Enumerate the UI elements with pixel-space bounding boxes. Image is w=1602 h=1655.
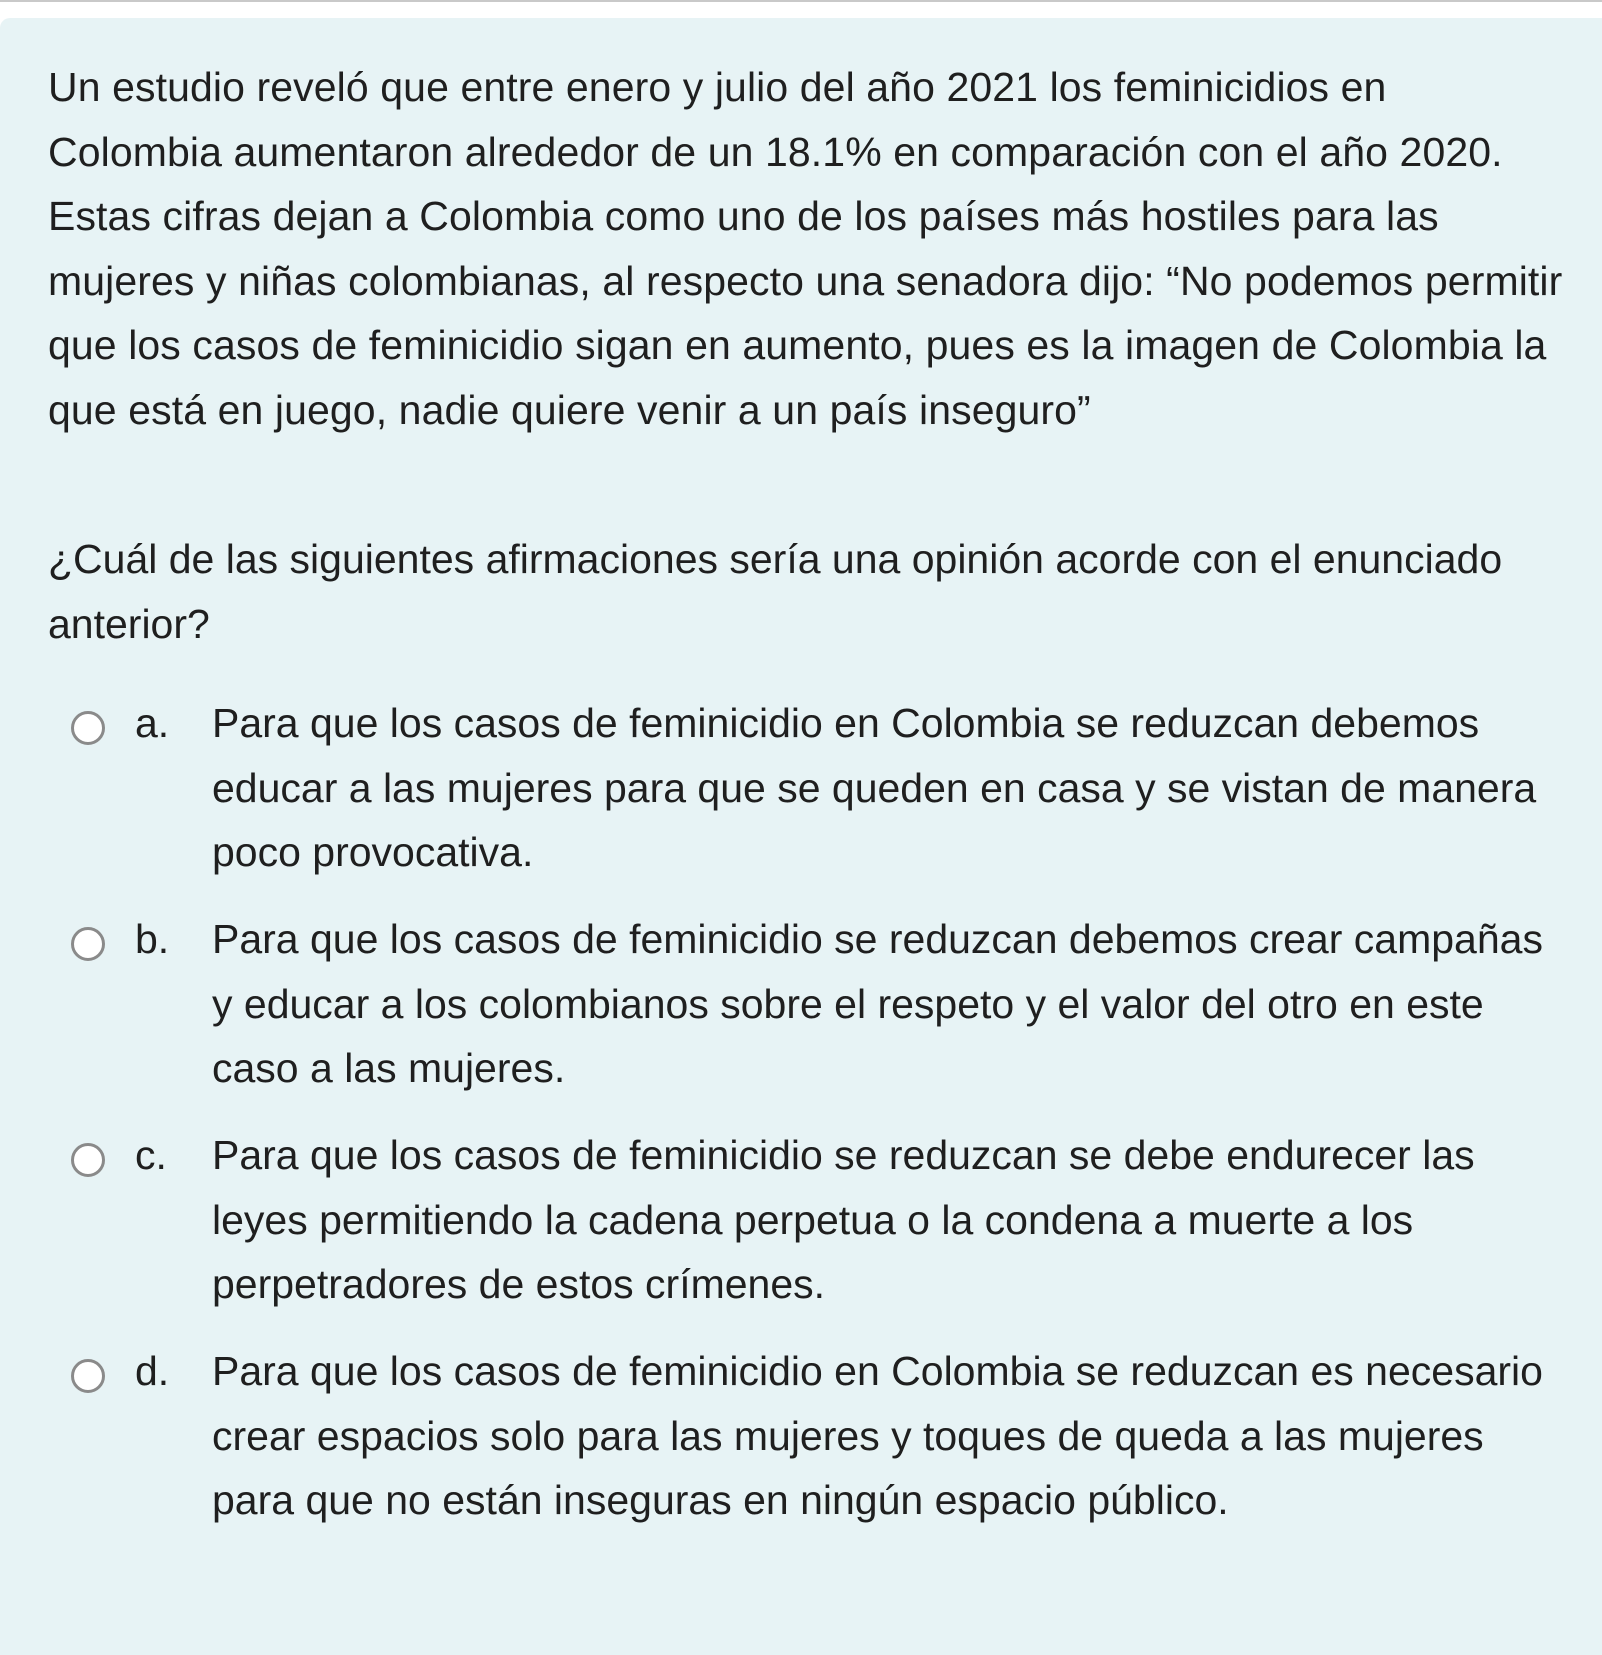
option-d[interactable] [0,1339,1602,1539]
option-letter: d. [135,1348,170,1394]
question-stem: Un estudio reveló que entre enero y julio del año 2021 los feminicidios en Colombia aumentaron alrededor de un 18.1% en comparación con el año 2020. Estas cifras dejan a Colombia como uno de los países más hostiles para las mujeres y niñas colombianas, al respecto una senadora dijo: “No podemos permitir que los casos de feminicidio sigan en aumento, pues es la imagen de Colombia la que está en juego, nadie quiere venir a un país inseguro” [48,64,1563,433]
option-text[interactable]: Para que los casos de feminicidio en Colombia se reduzcan debemos educar a las mujeres para que se queden en casa y se vistan de manera poco provocativa. [212,700,1537,875]
option-letter: c. [135,1132,167,1178]
top-divider [0,0,1602,2]
question-card [0,18,1602,1655]
option-text[interactable]: Para que los casos de feminicidio en Colombia se reduzcan es necesario crear espacios solo para las mujeres y toques de queda a las mujeres para que no están inseguras en ningún espacio público. [212,1348,1543,1523]
option-letter: a. [135,700,170,746]
option-c[interactable] [0,1123,1602,1323]
question-prompt: ¿Cuál de las siguientes afirmaciones sería una opinión acorde con el enunciado anterior? [48,536,1503,647]
option-a[interactable] [0,691,1602,891]
radio-button-icon[interactable] [71,1143,105,1177]
answer-options [0,18,1602,1655]
radio-button-icon[interactable] [71,927,105,961]
radio-button-icon[interactable] [71,711,105,745]
option-text[interactable]: Para que los casos de feminicidio se reduzcan se debe endurecer las leyes permitiendo la cadena perpetua o la condena a muerte a los perpetradores de estos crímenes. [212,1132,1475,1307]
option-text[interactable]: Para que los casos de feminicidio se reduzcan debemos crear campañas y educar a los colombianos sobre el respeto y el valor del otro en este caso a las mujeres. [212,916,1543,1091]
radio-button-icon[interactable] [71,1359,105,1393]
option-letter: b. [135,916,170,962]
option-b[interactable] [0,907,1602,1107]
